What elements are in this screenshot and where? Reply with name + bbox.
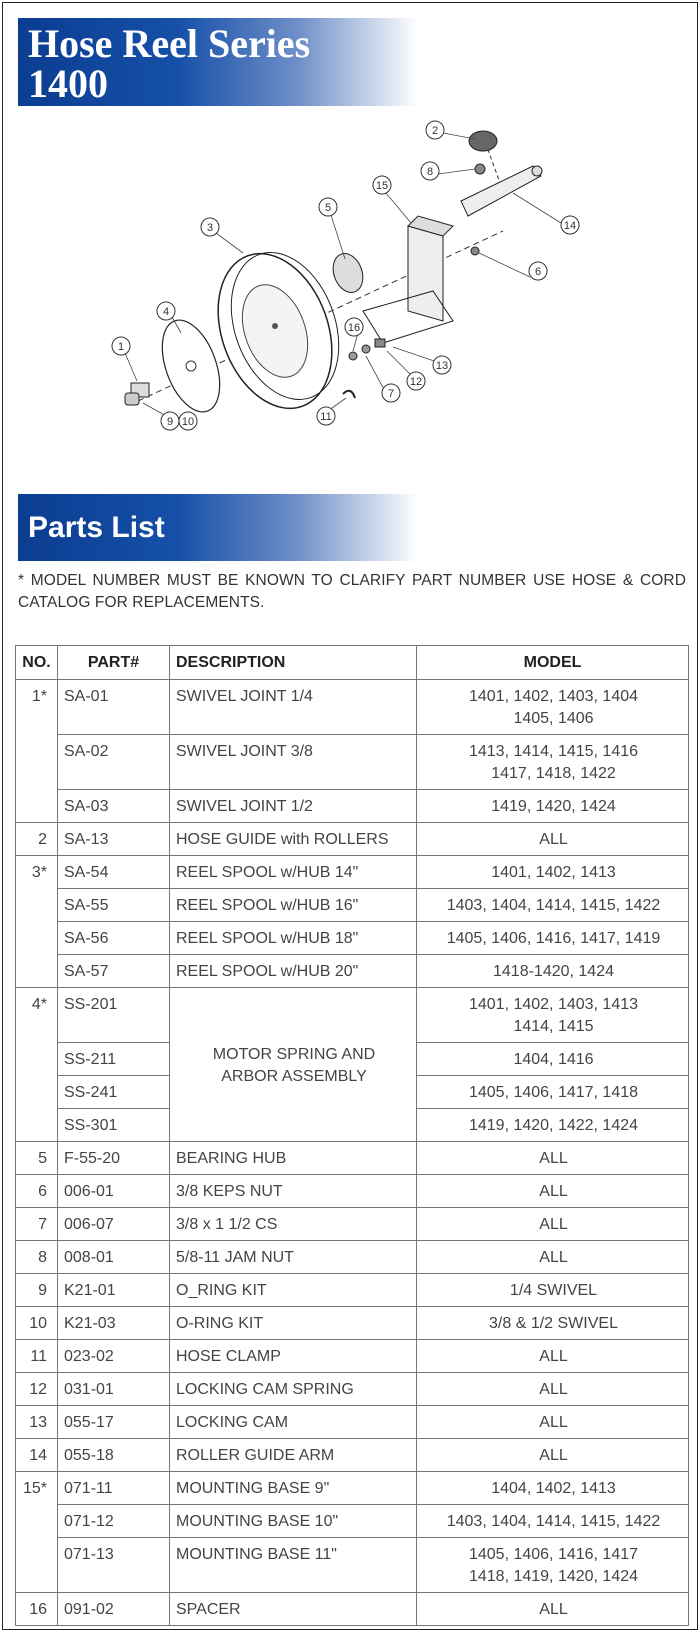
cell-model: 1418-1420, 1424 <box>417 955 689 988</box>
exploded-diagram <box>13 111 693 491</box>
cell-no: 10 <box>16 1307 58 1340</box>
cell-part: 008-01 <box>58 1241 170 1274</box>
callout-9: 9 <box>166 416 174 428</box>
cell-part: 071-12 <box>58 1505 170 1538</box>
cell-model: ALL <box>417 1439 689 1472</box>
table-row <box>16 889 689 922</box>
callout-1: 1 <box>117 341 125 353</box>
cell-no: 1* <box>16 680 58 823</box>
cell-model: 1405, 1406, 1417, 1418 <box>417 1076 689 1109</box>
cell-model: 1419, 1420, 1424 <box>417 790 689 823</box>
cell-model: ALL <box>417 1593 689 1626</box>
cell-model: 3/8 & 1/2 SWIVEL <box>417 1307 689 1340</box>
cell-part: 031-01 <box>58 1373 170 1406</box>
callout-7: 7 <box>387 388 395 400</box>
catalog-note: * MODEL NUMBER MUST BE KNOWN TO CLARIFY PART NUMBER USE HOSE & CORD CATALOG FOR REPLACEMENTS. <box>18 572 686 611</box>
cell-no: 5 <box>16 1142 58 1175</box>
table-row <box>16 680 689 735</box>
bearing-hub-drawing <box>328 249 368 296</box>
cell-no: 7 <box>16 1208 58 1241</box>
cell-model: 1405, 1406, 1416, 1417, 1419 <box>417 922 689 955</box>
cell-no: 3* <box>16 856 58 988</box>
cell-model: 1401, 1402, 1413 <box>417 856 689 889</box>
cell-part: SA-57 <box>58 955 170 988</box>
cell-part: SA-55 <box>58 889 170 922</box>
cell-desc: SPACER <box>170 1593 417 1626</box>
callout-12: 12 <box>409 376 423 388</box>
cell-part: SA-01 <box>58 680 170 735</box>
cell-model: ALL <box>417 1241 689 1274</box>
table-row <box>16 1142 689 1175</box>
cell-desc: 3/8 x 1 1/2 CS <box>170 1208 417 1241</box>
cell-desc: MOUNTING BASE 9" <box>170 1472 417 1505</box>
cell-desc: O_RING KIT <box>170 1274 417 1307</box>
parts-list-banner <box>18 494 418 561</box>
cell-part: SA-54 <box>58 856 170 889</box>
table-row <box>16 1505 689 1538</box>
cell-model: ALL <box>417 1208 689 1241</box>
cell-no: 4* <box>16 988 58 1142</box>
cell-part: SS-241 <box>58 1076 170 1109</box>
cell-desc: HOSE CLAMP <box>170 1340 417 1373</box>
cell-part: 055-17 <box>58 1406 170 1439</box>
cell-part: SA-13 <box>58 823 170 856</box>
cell-model: 1405, 1406, 1416, 1417 1418, 1419, 1420, 1424 <box>417 1538 689 1593</box>
callout-14: 14 <box>563 220 577 232</box>
cell-desc: REEL SPOOL w/HUB 16" <box>170 889 417 922</box>
cell-desc: SWIVEL JOINT 1/2 <box>170 790 417 823</box>
cell-part: F-55-20 <box>58 1142 170 1175</box>
callout-16: 16 <box>347 322 361 334</box>
table-row <box>16 1593 689 1626</box>
cell-desc: 3/8 KEPS NUT <box>170 1175 417 1208</box>
header-description: DESCRIPTION <box>170 646 417 680</box>
cell-part: 091-02 <box>58 1593 170 1626</box>
cell-model: ALL <box>417 1142 689 1175</box>
cell-desc: MOUNTING BASE 11" <box>170 1538 417 1593</box>
table-row <box>16 988 689 1043</box>
roller-guide-arm-drawing <box>461 166 542 216</box>
cell-no: 16 <box>16 1593 58 1626</box>
table-header-row <box>16 646 689 680</box>
table-row <box>16 1538 689 1593</box>
cell-no: 11 <box>16 1340 58 1373</box>
parts-list-title: Parts List <box>28 511 165 544</box>
cell-part: SA-56 <box>58 922 170 955</box>
cell-no: 13 <box>16 1406 58 1439</box>
cell-desc: SWIVEL JOINT 1/4 <box>170 680 417 735</box>
cell-desc: BEARING HUB <box>170 1142 417 1175</box>
table-row <box>16 856 689 889</box>
cell-no: 14 <box>16 1439 58 1472</box>
title-banner <box>18 18 418 106</box>
cell-model: ALL <box>417 1340 689 1373</box>
cell-desc: O-RING KIT <box>170 1307 417 1340</box>
cell-model: 1403, 1404, 1414, 1415, 1422 <box>417 889 689 922</box>
cell-part: 006-01 <box>58 1175 170 1208</box>
table-row <box>16 790 689 823</box>
cell-part: 023-02 <box>58 1340 170 1373</box>
cell-desc: LOCKING CAM <box>170 1406 417 1439</box>
table-row <box>16 735 689 790</box>
cell-model: 1419, 1420, 1422, 1424 <box>417 1109 689 1142</box>
table-row <box>16 955 689 988</box>
callout-11: 11 <box>320 411 332 423</box>
cell-desc: REEL SPOOL w/HUB 18" <box>170 922 417 955</box>
table-row <box>16 1307 689 1340</box>
cell-no: 15* <box>16 1472 58 1593</box>
callout-6: 6 <box>534 266 542 278</box>
cell-part: SA-02 <box>58 735 170 790</box>
cell-model: 1/4 SWIVEL <box>417 1274 689 1307</box>
page-title: Hose Reel Series 1400 <box>28 21 311 106</box>
cell-part: SS-301 <box>58 1109 170 1142</box>
cell-part: K21-03 <box>58 1307 170 1340</box>
cell-model: ALL <box>417 1175 689 1208</box>
cell-model: 1404, 1416 <box>417 1043 689 1076</box>
table-row <box>16 1472 689 1505</box>
cell-desc: SWIVEL JOINT 3/8 <box>170 735 417 790</box>
cell-model: ALL <box>417 1373 689 1406</box>
cell-part: SS-201 <box>58 988 170 1043</box>
cell-no: 2 <box>16 823 58 856</box>
cell-desc: MOTOR SPRING AND ARBOR ASSEMBLY <box>170 988 417 1142</box>
table-row <box>16 1274 689 1307</box>
cell-no: 6 <box>16 1175 58 1208</box>
cell-model: ALL <box>417 1406 689 1439</box>
callout-15: 15 <box>375 180 389 192</box>
table-row <box>16 1406 689 1439</box>
header-part: PART# <box>58 646 170 680</box>
table-row <box>16 1373 689 1406</box>
cell-desc: REEL SPOOL w/HUB 14" <box>170 856 417 889</box>
cell-no: 12 <box>16 1373 58 1406</box>
page-frame <box>2 2 698 1630</box>
cell-model: 1413, 1414, 1415, 1416 1417, 1418, 1422 <box>417 735 689 790</box>
table-row <box>16 1241 689 1274</box>
cell-part: K21-01 <box>58 1274 170 1307</box>
cell-model: 1401, 1402, 1403, 1404 1405, 1406 <box>417 680 689 735</box>
cell-desc: LOCKING CAM SPRING <box>170 1373 417 1406</box>
callout-13: 13 <box>435 360 449 372</box>
callout-8: 8 <box>426 166 434 178</box>
cell-desc: MOUNTING BASE 10" <box>170 1505 417 1538</box>
cell-part: 071-13 <box>58 1538 170 1593</box>
cell-model: 1404, 1402, 1413 <box>417 1472 689 1505</box>
cell-model: 1403, 1404, 1414, 1415, 1422 <box>417 1505 689 1538</box>
cell-model: ALL <box>417 823 689 856</box>
table-row <box>16 823 689 856</box>
cell-desc: ROLLER GUIDE ARM <box>170 1439 417 1472</box>
callout-5: 5 <box>324 202 332 214</box>
cell-part: 071-11 <box>58 1472 170 1505</box>
cell-part: 055-18 <box>58 1439 170 1472</box>
table-row <box>16 1175 689 1208</box>
hose-guide-drawing <box>469 131 497 151</box>
cell-part: 006-07 <box>58 1208 170 1241</box>
header-no: NO. <box>16 646 58 680</box>
header-model: MODEL <box>417 646 689 680</box>
swivel-drawing <box>125 383 149 405</box>
parts-table <box>15 645 689 1626</box>
table-row <box>16 1340 689 1373</box>
table-row <box>16 1208 689 1241</box>
callout-2: 2 <box>431 125 439 137</box>
table-row <box>16 1439 689 1472</box>
callout-10: 10 <box>181 416 195 428</box>
callout-3: 3 <box>206 222 214 234</box>
cell-part: SA-03 <box>58 790 170 823</box>
callout-4: 4 <box>162 306 170 318</box>
mounting-base-drawing <box>363 216 453 343</box>
cell-no: 9 <box>16 1274 58 1307</box>
cell-model: 1401, 1402, 1403, 1413 1414, 1415 <box>417 988 689 1043</box>
cell-desc: HOSE GUIDE with ROLLERS <box>170 823 417 856</box>
cell-no: 8 <box>16 1241 58 1274</box>
cell-part: SS-211 <box>58 1043 170 1076</box>
table-row <box>16 922 689 955</box>
cell-desc: 5/8-11 JAM NUT <box>170 1241 417 1274</box>
cell-desc: REEL SPOOL w/HUB 20" <box>170 955 417 988</box>
